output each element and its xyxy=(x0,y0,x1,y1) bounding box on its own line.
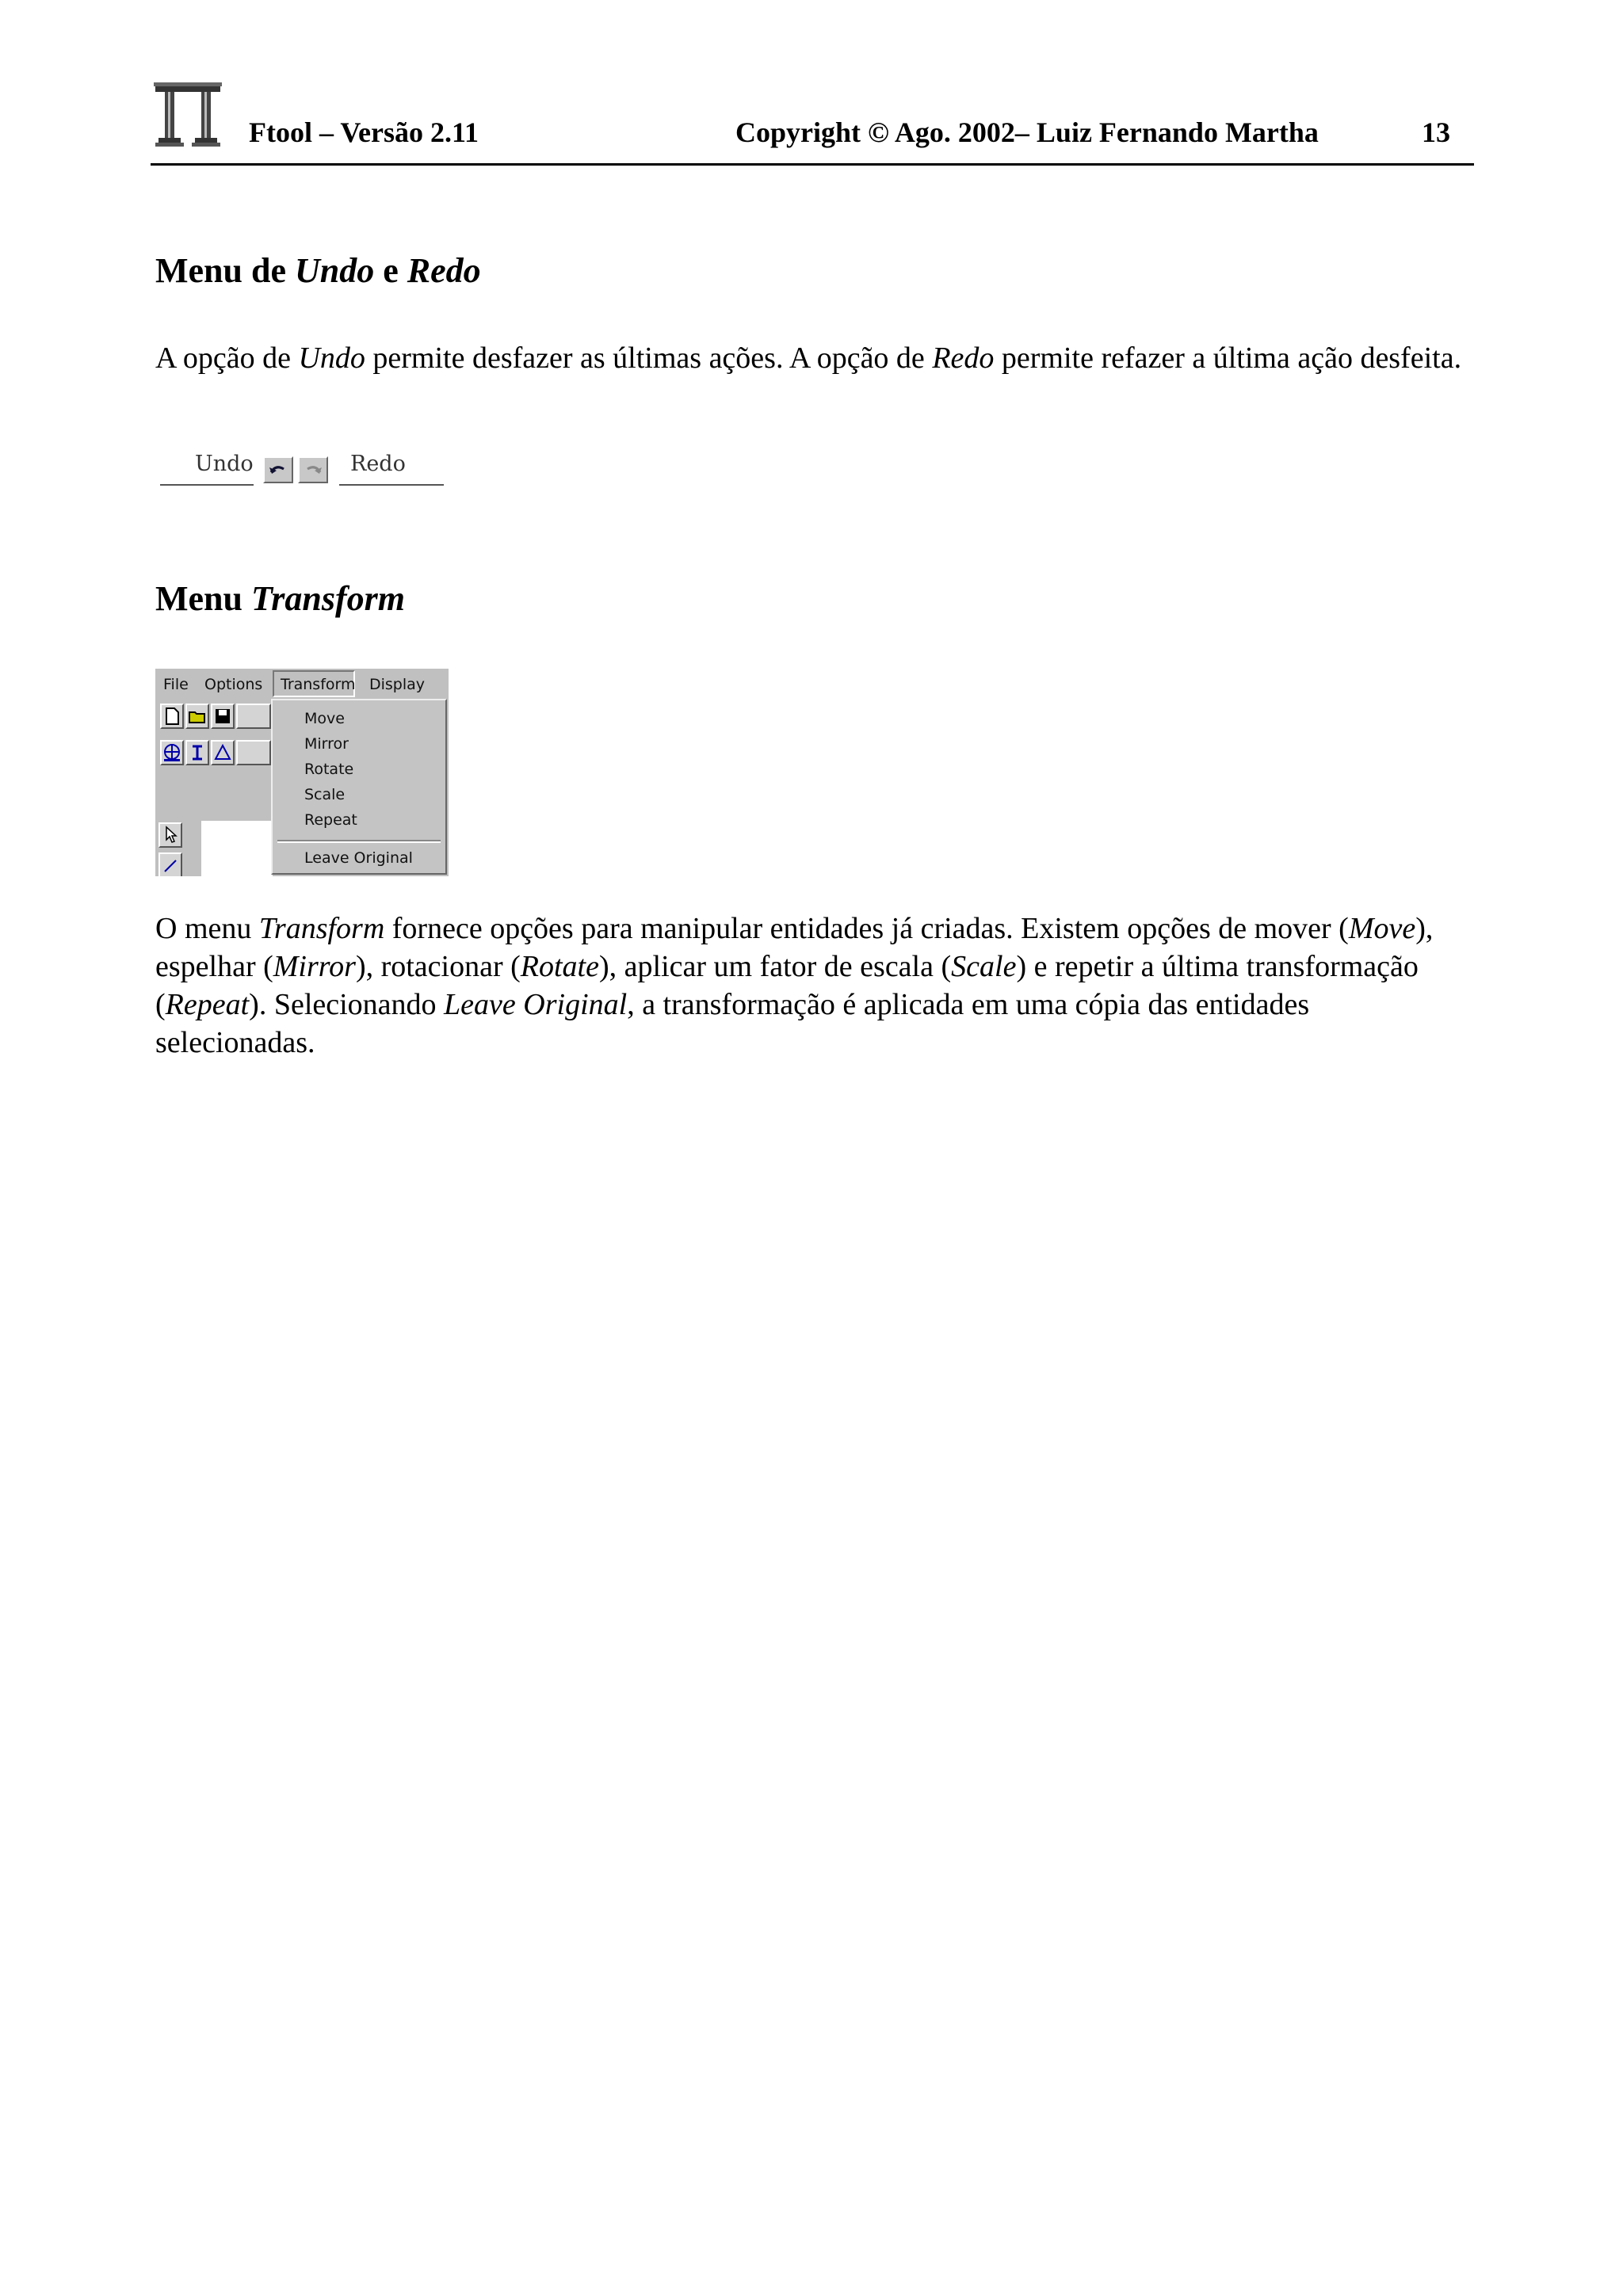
toolbar-button[interactable] xyxy=(236,704,271,729)
toolbar-button[interactable] xyxy=(236,740,271,765)
transform-paragraph xyxy=(155,910,1471,1062)
paragraph-text: Undo xyxy=(298,341,365,375)
paragraph-text: ), aplicar um fator de escala ( xyxy=(598,950,952,983)
new-file-icon xyxy=(162,705,182,727)
menu-item-repeat[interactable]: Repeat xyxy=(304,811,357,829)
drawing-canvas[interactable] xyxy=(201,821,273,876)
pi-logo-icon xyxy=(154,82,222,147)
menu-file[interactable]: File xyxy=(163,676,189,693)
menu-options[interactable]: Options xyxy=(204,676,263,693)
paragraph-text: Transform xyxy=(258,912,385,945)
paragraph-text: Leave Original xyxy=(444,988,628,1021)
transform-dropdown-menu xyxy=(271,699,447,875)
paragraph-text: ). Selecionando xyxy=(249,988,445,1021)
menu-separator xyxy=(277,840,441,843)
paragraph-text: permite refazer a última ação desfeita. xyxy=(994,341,1462,375)
save-button[interactable] xyxy=(211,704,235,729)
paragraph-text: , a transformação é aplicada em uma cópia das entidades selecionadas. xyxy=(155,988,1310,1059)
header-title: Ftool – Versão 2.11 xyxy=(249,116,479,148)
paragraph-text: Mirror xyxy=(273,950,356,983)
globe-icon xyxy=(162,742,182,764)
redo-button[interactable] xyxy=(298,456,328,483)
underline xyxy=(339,484,444,486)
globe-button[interactable] xyxy=(160,740,184,765)
transform-menu-screenshot xyxy=(155,669,449,876)
paragraph-text: fornece opções para manipular entidades já criadas. Existem opções de mover ( xyxy=(384,912,1349,945)
new-file-button[interactable] xyxy=(160,704,184,729)
paragraph-text: Scale xyxy=(951,950,1017,983)
menu-item-move[interactable]: Move xyxy=(304,710,345,727)
undo-label: Undo xyxy=(195,452,254,476)
paragraph-text: A opção de xyxy=(155,341,299,375)
text-tool-button[interactable] xyxy=(185,740,209,765)
heading-text: Menu de xyxy=(155,251,295,290)
paragraph-text: Move xyxy=(1348,912,1416,945)
save-icon xyxy=(212,705,233,727)
heading-text: Redo xyxy=(407,251,481,290)
heading-text: Undo xyxy=(295,251,375,290)
paragraph-text: ), rotacionar ( xyxy=(355,950,521,983)
page-header xyxy=(151,79,1474,166)
heading-text: Menu xyxy=(155,579,251,618)
paragraph-text: Redo xyxy=(932,341,995,375)
header-copyright: Copyright © Ago. 2002– Luiz Fernando Martha xyxy=(735,116,1319,148)
triangle-icon xyxy=(212,742,233,764)
redo-icon xyxy=(300,458,327,482)
section-heading-transform xyxy=(155,578,405,619)
arrow-cursor-icon xyxy=(160,824,181,846)
paragraph-text: ), espelhar ( xyxy=(155,912,1434,983)
paragraph-text: Repeat xyxy=(165,988,250,1021)
line-icon xyxy=(160,854,181,876)
open-file-button[interactable] xyxy=(185,704,209,729)
redo-label: Redo xyxy=(350,452,406,476)
undo-redo-figure xyxy=(158,450,449,490)
undo-redo-paragraph xyxy=(155,339,1471,377)
menu-transform[interactable]: Transform xyxy=(281,676,356,693)
text-cursor-icon xyxy=(187,742,208,764)
menu-item-leave-original[interactable]: Leave Original xyxy=(304,849,413,867)
undo-button[interactable] xyxy=(263,456,293,483)
section-heading-undo-redo xyxy=(155,250,481,291)
select-tool-button[interactable] xyxy=(158,822,182,848)
paragraph-text: Rotate xyxy=(520,950,599,983)
page-number: 13 xyxy=(1422,116,1450,148)
heading-text: e xyxy=(374,251,407,290)
menu-item-mirror[interactable]: Mirror xyxy=(304,735,349,753)
paragraph-text: permite desfazer as últimas ações. A opção de xyxy=(365,341,933,375)
menu-item-scale[interactable]: Scale xyxy=(304,786,346,803)
undo-icon xyxy=(265,458,292,482)
menu-item-rotate[interactable]: Rotate xyxy=(304,761,354,778)
heading-text: Transform xyxy=(251,579,405,618)
menu-bar xyxy=(155,669,449,700)
line-tool-button[interactable] xyxy=(158,852,182,876)
triangle-tool-button[interactable] xyxy=(211,740,235,765)
paragraph-text: ) e repetir a última transformação ( xyxy=(155,950,1419,1021)
folder-icon xyxy=(187,705,208,727)
paragraph-text: O menu xyxy=(155,912,259,945)
underline xyxy=(160,484,254,486)
menu-display[interactable]: Display xyxy=(369,676,426,693)
